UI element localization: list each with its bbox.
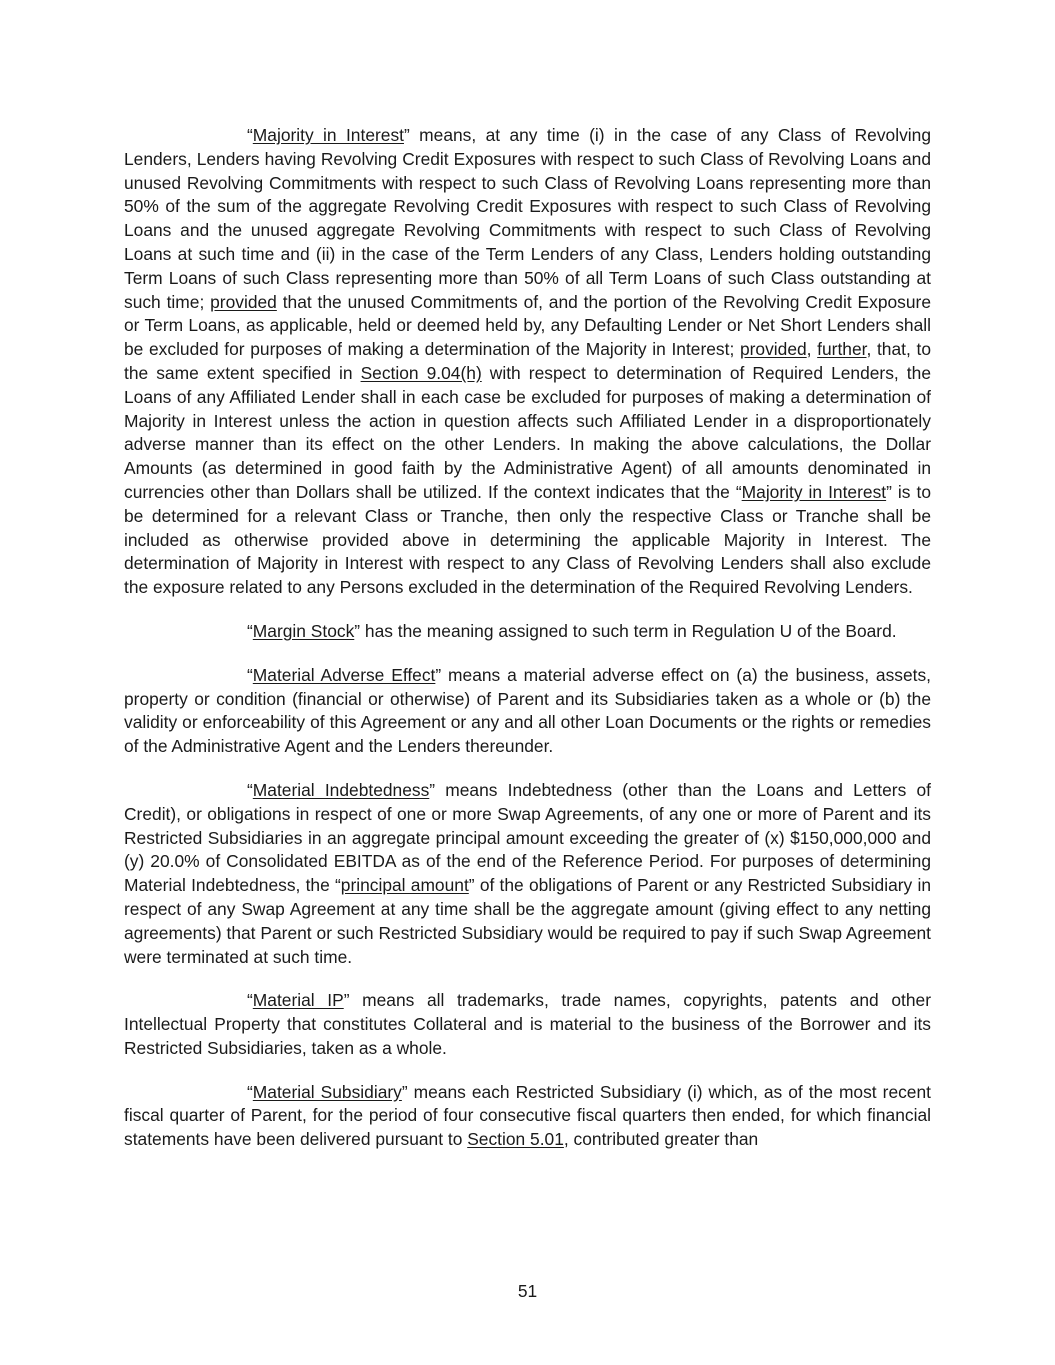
underlined-term: provided (210, 291, 277, 312)
underlined-term: Majority in Interest (252, 125, 404, 145)
underlined-term: provided (739, 339, 807, 360)
paragraph-text: “ (247, 664, 253, 685)
paragraph-text: “ (247, 620, 253, 641)
document-body (124, 124, 931, 1172)
underlined-term: Material IP (252, 990, 344, 1011)
paragraph-text: ” has the meaning assigned to such term in Regulation U of the Board. (354, 620, 897, 641)
paragraph-text: “ (247, 1081, 253, 1102)
definition-paragraph (124, 989, 931, 1060)
underlined-term: Section 5.01 (467, 1129, 564, 1150)
underlined-term: Majority in Interest (741, 481, 887, 502)
paragraph-text: ” means all trademarks, trade names, copyrights, patents and other Intellectual Property that constitutes Collateral and is material to the business of the Borrower and its Restricted Subsidiaries, taken as a whole. (124, 990, 931, 1058)
paragraph-text: ” means a material adverse effect on (a) the business, assets, property or condition (financial or otherwise) of Parent and its Subsidiaries taken as a whole or (b) the validity or enforceability of this Agreement or any and all other Loan Documents or the rights or remedies of the Administrative Agent and the Lenders thereunder. (124, 664, 931, 757)
definition-paragraph (124, 124, 931, 600)
underlined-term: Material Indebtedness (252, 779, 430, 800)
paragraph-text: ” is to be determined for a relevant Class or Tranche, then only the respective Class or Tranche shall be included as otherwise provided above in determining the applicable Majority in Interest. The determination of Majority in Interest with respect to any Class of Revolving Lenders shall also exclude the exposure related to any Persons excluded in the determination of the Required Revolving Lenders. (124, 481, 931, 598)
paragraph-text: ” means each Restricted Subsidiary (i) which, as of the most recent fiscal quarter of Parent, for the period of four consecutive fiscal quarters then ended, for which financial statements have been delivered pursuant to (124, 1081, 931, 1150)
paragraph-text: that the unused Commitments of, and the portion of the Revolving Credit Exposure or Term Loans, as applicable, held or deemed held by, any Defaulting Lender or Net Short Lenders shall be excluded for purposes of making a determination of the Majority in Interest; (124, 291, 931, 360)
underlined-term: Margin Stock (252, 620, 355, 641)
paragraph-text: “ (247, 125, 253, 145)
paragraph-text: , contributed greater than (563, 1129, 759, 1150)
paragraph-text: ” means, at any time (i) in the case of any Class of Revolving Lenders, Lenders having Revolving Credit Exposures with respect to such Class of Revolving Loans and unused Revolving Commitments with respect to such Class of Revolving Loans representing more than 50% of the sum of the aggregate Revolving Credit Exposures with respect to such Class of Revolving Loans and the unused aggregate Revolving Commitments with respect to such Class of Revolving Loans at such time and (ii) in the case of the Term Lenders of any Class, Lenders holding outstanding Term Loans of such Class representing more than 50% of all Term Loans of such Class outstanding at such time; (124, 125, 931, 312)
paragraph-text: with respect to determination of Required Lenders, the Loans of any Affiliated Lender shall in each case be excluded for purposes of making a determination of Majority in Interest unless the action in question affects such Affiliated Lender in a disproportionately adverse manner than its effect on the other Lenders. In making the above calculations, the Dollar Amounts (as determined in good faith by the Administrative Agent) of all amounts denominated in currencies other than Dollars shall be utilized. If the context indicates that the “ (124, 362, 931, 502)
definition-paragraph (124, 1081, 931, 1152)
paragraph-text: ” means Indebtedness (other than the Loans and Letters of Credit), or obligations in respect of one or more Swap Agreements, of any one or more of Parent and its Restricted Subsidiaries in an aggregate principal amount exceeding the greater of (x) $150,000,000 and (y) 20.0% of Consolidated EBITDA as of the end of the Reference Period. For purposes of determining Material Indebtedness, the “ (124, 779, 931, 896)
underlined-term: principal amount (340, 875, 469, 896)
underlined-term: Material Subsidiary (252, 1081, 402, 1102)
page-number: 51 (517, 1281, 538, 1301)
paragraph-text: , that, to the same extent specified in (124, 339, 931, 383)
paragraph-text: “ (247, 990, 253, 1011)
paragraph-text: ” of the obligations of Parent or any Restricted Subsidiary in respect of any Swap Agreement at any time shall be the aggregate amount (giving effect to any netting agreements) that Parent or such Restricted Subsidiary would be required to pay if such Swap Agreement were terminated at such time. (124, 875, 931, 967)
paragraph-text: “ (247, 779, 253, 800)
underlined-term: Material Adverse Effect (252, 664, 436, 685)
definition-paragraph (124, 779, 931, 969)
underlined-term: further (817, 339, 867, 360)
definition-paragraph (124, 620, 931, 644)
definition-paragraph (124, 664, 931, 759)
underlined-term: Section 9.04(h) (360, 362, 482, 383)
paragraph-text: , (806, 339, 818, 360)
